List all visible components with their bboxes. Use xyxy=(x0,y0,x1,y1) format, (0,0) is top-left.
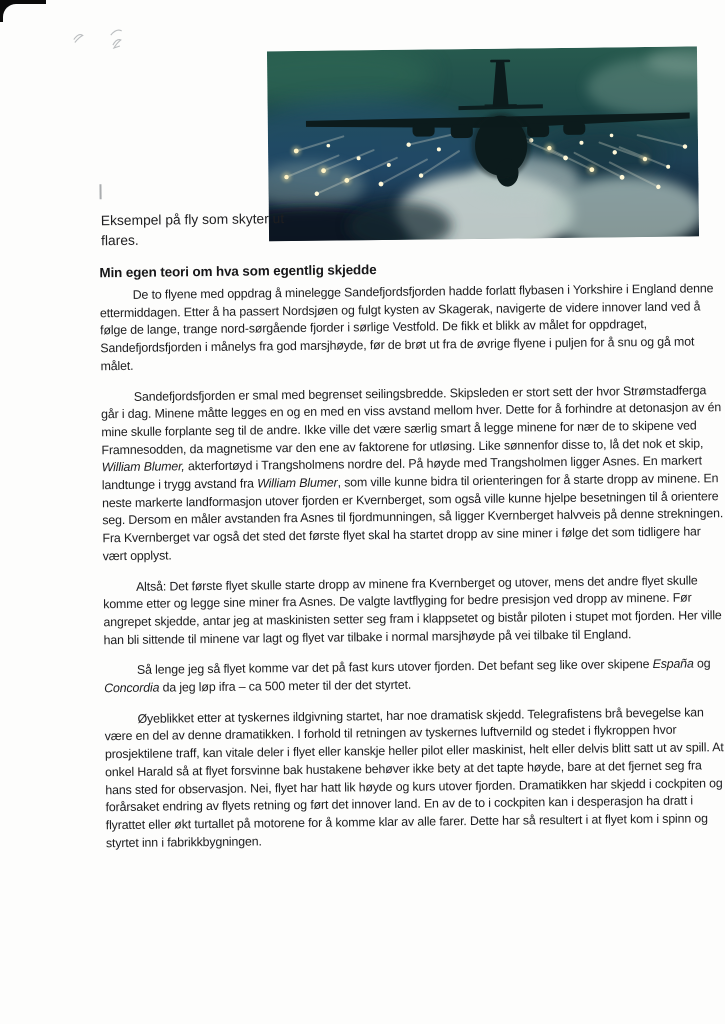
stray-pen-mark xyxy=(99,184,101,199)
body-paragraph: Øyeblikket etter at tyskernes ildgivning startet, har noe dramatisk skjedd. Telegrafistens brå bevegelse kan være en del av denne dramatikken. I forhold til retningen av tyskernes luftvernild og stedet i flykroppen hvor prosjektilene traff, kan vitale deler i flyet eller kanskje heller pilot eller maskinist, helt eller delvis blitt satt ut av spill. At onkel Harald så at flyet forsvinne bak hustakene behøver ikke bety at det tapte høyde, bare at det fjernet seg fra hans sted for observasjon. Nei, flyet har hatt lik høyde og kurs utover fjorden. Dramatikken har skjedd i cockpiten og forårsaket endring av flyets retning og ført det innover land. En av de to i cockpiten kan i desperasjon ha dratt i flyrattet eller økt turtallet på motorene for å komme klar av alle farer. Dette har så resultert i at flyet kom i spinn og styrtet inn i fabrikkbygningen. xyxy=(104,705,724,850)
body-paragraph: Så lenge jeg så flyet komme var det på fast kurs utover fjorden. Det befant seg like over skipene España og Concordia da jeg løp ifra – ca 500 meter til der det styrtet. xyxy=(104,656,711,696)
photo-caption: Eksempel på fly som skyter ut flares. xyxy=(100,211,285,248)
pencil-mark xyxy=(107,27,127,51)
body-paragraph: De to flyene med oppdrag å minelegge Sandefjordsfjorden hadde forlatt flybasen i Yorkshire i England denne ettermiddagen. Etter å ha passert Nordsjøen og fulgt kysten av Skagerak, navigerte de videre innover land ved å følge de lange, trange nord-sørgående fjorder i sørlige Vestfold. De fikk et blikk av målet for oppdraget, Sandefjordsfjorden i månelys fra god marsjhøyde, før de brøt ut fra de øvrige flyene i puljen for å snu og gå mot målet. xyxy=(99,281,714,374)
body-paragraph: Altså: Det første flyet skulle starte dropp av minene fra Kvernberget og utover, mens det andre flyet skulle komme etter og legge sine miner fra Asnes. De valgte lavtflyging for bedre presisjon ved dropp av minene. Før angrepet skjedde, antar jeg at maskinisten setter seg fram i klappsetet og bistår piloten i stupet mot fjorden. Her ville han bli sittende til minene var lagt og flyet var tilbake i normal marsjhøyde på vei tilbake til England. xyxy=(103,573,722,647)
section-heading: Min egen teori om hva som egentlig skjedde xyxy=(99,262,377,281)
aircraft-flares-photo xyxy=(267,46,699,241)
body-text xyxy=(100,280,725,865)
pencil-mark xyxy=(71,30,87,46)
body-paragraph: Sandefjordsfjorden er smal med begrenset seilingsbredde. Skipsleden er stort sett der hvor Strømstadferga går i dag. Minene måtte legges en og en med en viss avstand mellom hver. Dette for å forhindre at detonasjon av én mine skulle forplante seg til de andre. Ikke ville det være særlig smart å legge minene for nær de to skipene ved Framnesodden, da magnetisme var den ene av faktorene for utløsing. Like sønnenfor disse to, lå det nok et skip, William Blumer, akterfortøyd i Trangsholmens nordre del. På høyde med Trangsholmen ligger Asnes. En markert landtunge i trygg avstand fra William Blumer, som ville kunne bidra til orienteringen for å starte dropp av minene. En neste markerte landformasjon utover fjorden er Kvernberget, som også ville kunne hjelpe besetningen til å orientere seg. Dersom en måler avstanden fra Asnes til fjordmunningen, så ligger Kvernberget halvveis på denne strekningen. Fra Kvernberget var også det sted det første flyet skal ha startet dropp av sine miner i følge det som tidligere har vært opplyst. xyxy=(100,382,724,564)
